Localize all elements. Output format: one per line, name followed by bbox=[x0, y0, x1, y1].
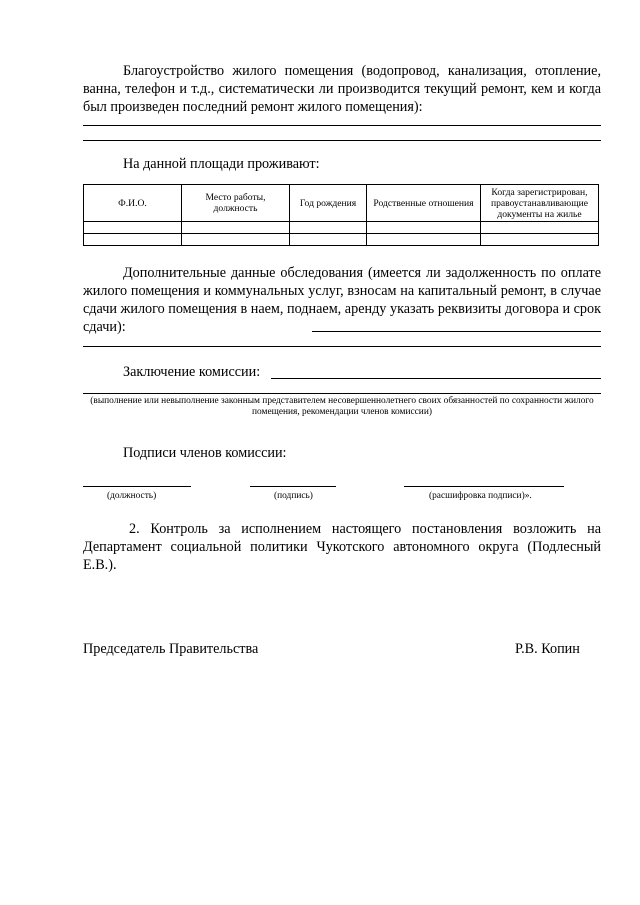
amenities-paragraph: Благоустройство жилого помещения (водопровод, канализация, отопление, ванна, телефон и т.д., систематически ли производится текущий ремонт, кем и когда был произведен последний ремонт жилого помещения): bbox=[83, 63, 601, 115]
conclusion-note: (выполнение или невыполнение законным представителем несовершеннолетнего своих обязанностей по сохранности жилого помещения, рекомендации членов комиссии) bbox=[90, 396, 594, 417]
residents-heading: На данной площади проживают: bbox=[123, 156, 320, 172]
table-cell[interactable] bbox=[481, 222, 599, 234]
table-cell[interactable] bbox=[290, 222, 367, 234]
additional-paragraph: Дополнительные данные обследования (имеется ли задолженность по оплате жилого помещения и коммунальных услуг, взносам на капитальный ремонт, в случае сдачи жилого помещения в наем, поднаем, аренду указать реквизиты договора и срок сдачи): bbox=[83, 265, 601, 335]
signature-caption: (подпись) bbox=[274, 491, 313, 501]
residents-table bbox=[83, 184, 599, 246]
table-cell[interactable] bbox=[367, 234, 481, 246]
amenities-fill-line-1[interactable] bbox=[83, 125, 601, 126]
chair-title: Председатель Правительства bbox=[83, 641, 259, 657]
residents-table-header bbox=[84, 185, 599, 222]
position-line[interactable] bbox=[83, 486, 191, 487]
table-cell[interactable] bbox=[481, 234, 599, 246]
col-fio: Ф.И.О. bbox=[84, 185, 182, 222]
table-cell[interactable] bbox=[290, 234, 367, 246]
signatures-heading: Подписи членов комиссии: bbox=[123, 445, 287, 461]
col-relationship: Родственные отношения bbox=[367, 185, 481, 222]
col-workplace: Место работы, должность bbox=[182, 185, 290, 222]
col-registration: Когда зарегистрирован, правоустанавливающие документы на жилье bbox=[481, 185, 599, 222]
decoding-line[interactable] bbox=[404, 486, 564, 487]
clause-2-paragraph: 2. Контроль за исполнением настоящего постановления возложить на Департамент социальной политики Чукотского автономного округа (Подлесный Е.В.). bbox=[83, 521, 601, 573]
table-cell[interactable] bbox=[84, 234, 182, 246]
signature-line[interactable] bbox=[250, 486, 336, 487]
additional-fill-line-inline[interactable] bbox=[312, 331, 601, 332]
amenities-fill-line-2[interactable] bbox=[83, 140, 601, 141]
additional-fill-line-2[interactable] bbox=[83, 346, 601, 347]
chair-name: Р.В. Копин bbox=[515, 641, 580, 657]
conclusion-fill-line-inline[interactable] bbox=[271, 378, 601, 379]
conclusion-fill-line-2[interactable] bbox=[83, 393, 601, 394]
table-row bbox=[84, 234, 599, 246]
position-caption: (должность) bbox=[107, 491, 157, 501]
table-cell[interactable] bbox=[182, 222, 290, 234]
table-cell[interactable] bbox=[182, 234, 290, 246]
col-birth-year: Год рождения bbox=[290, 185, 367, 222]
table-row bbox=[84, 222, 599, 234]
decoding-caption: (расшифровка подписи)». bbox=[429, 491, 532, 501]
table-cell[interactable] bbox=[367, 222, 481, 234]
conclusion-label: Заключение комиссии: bbox=[123, 364, 261, 380]
table-cell[interactable] bbox=[84, 222, 182, 234]
